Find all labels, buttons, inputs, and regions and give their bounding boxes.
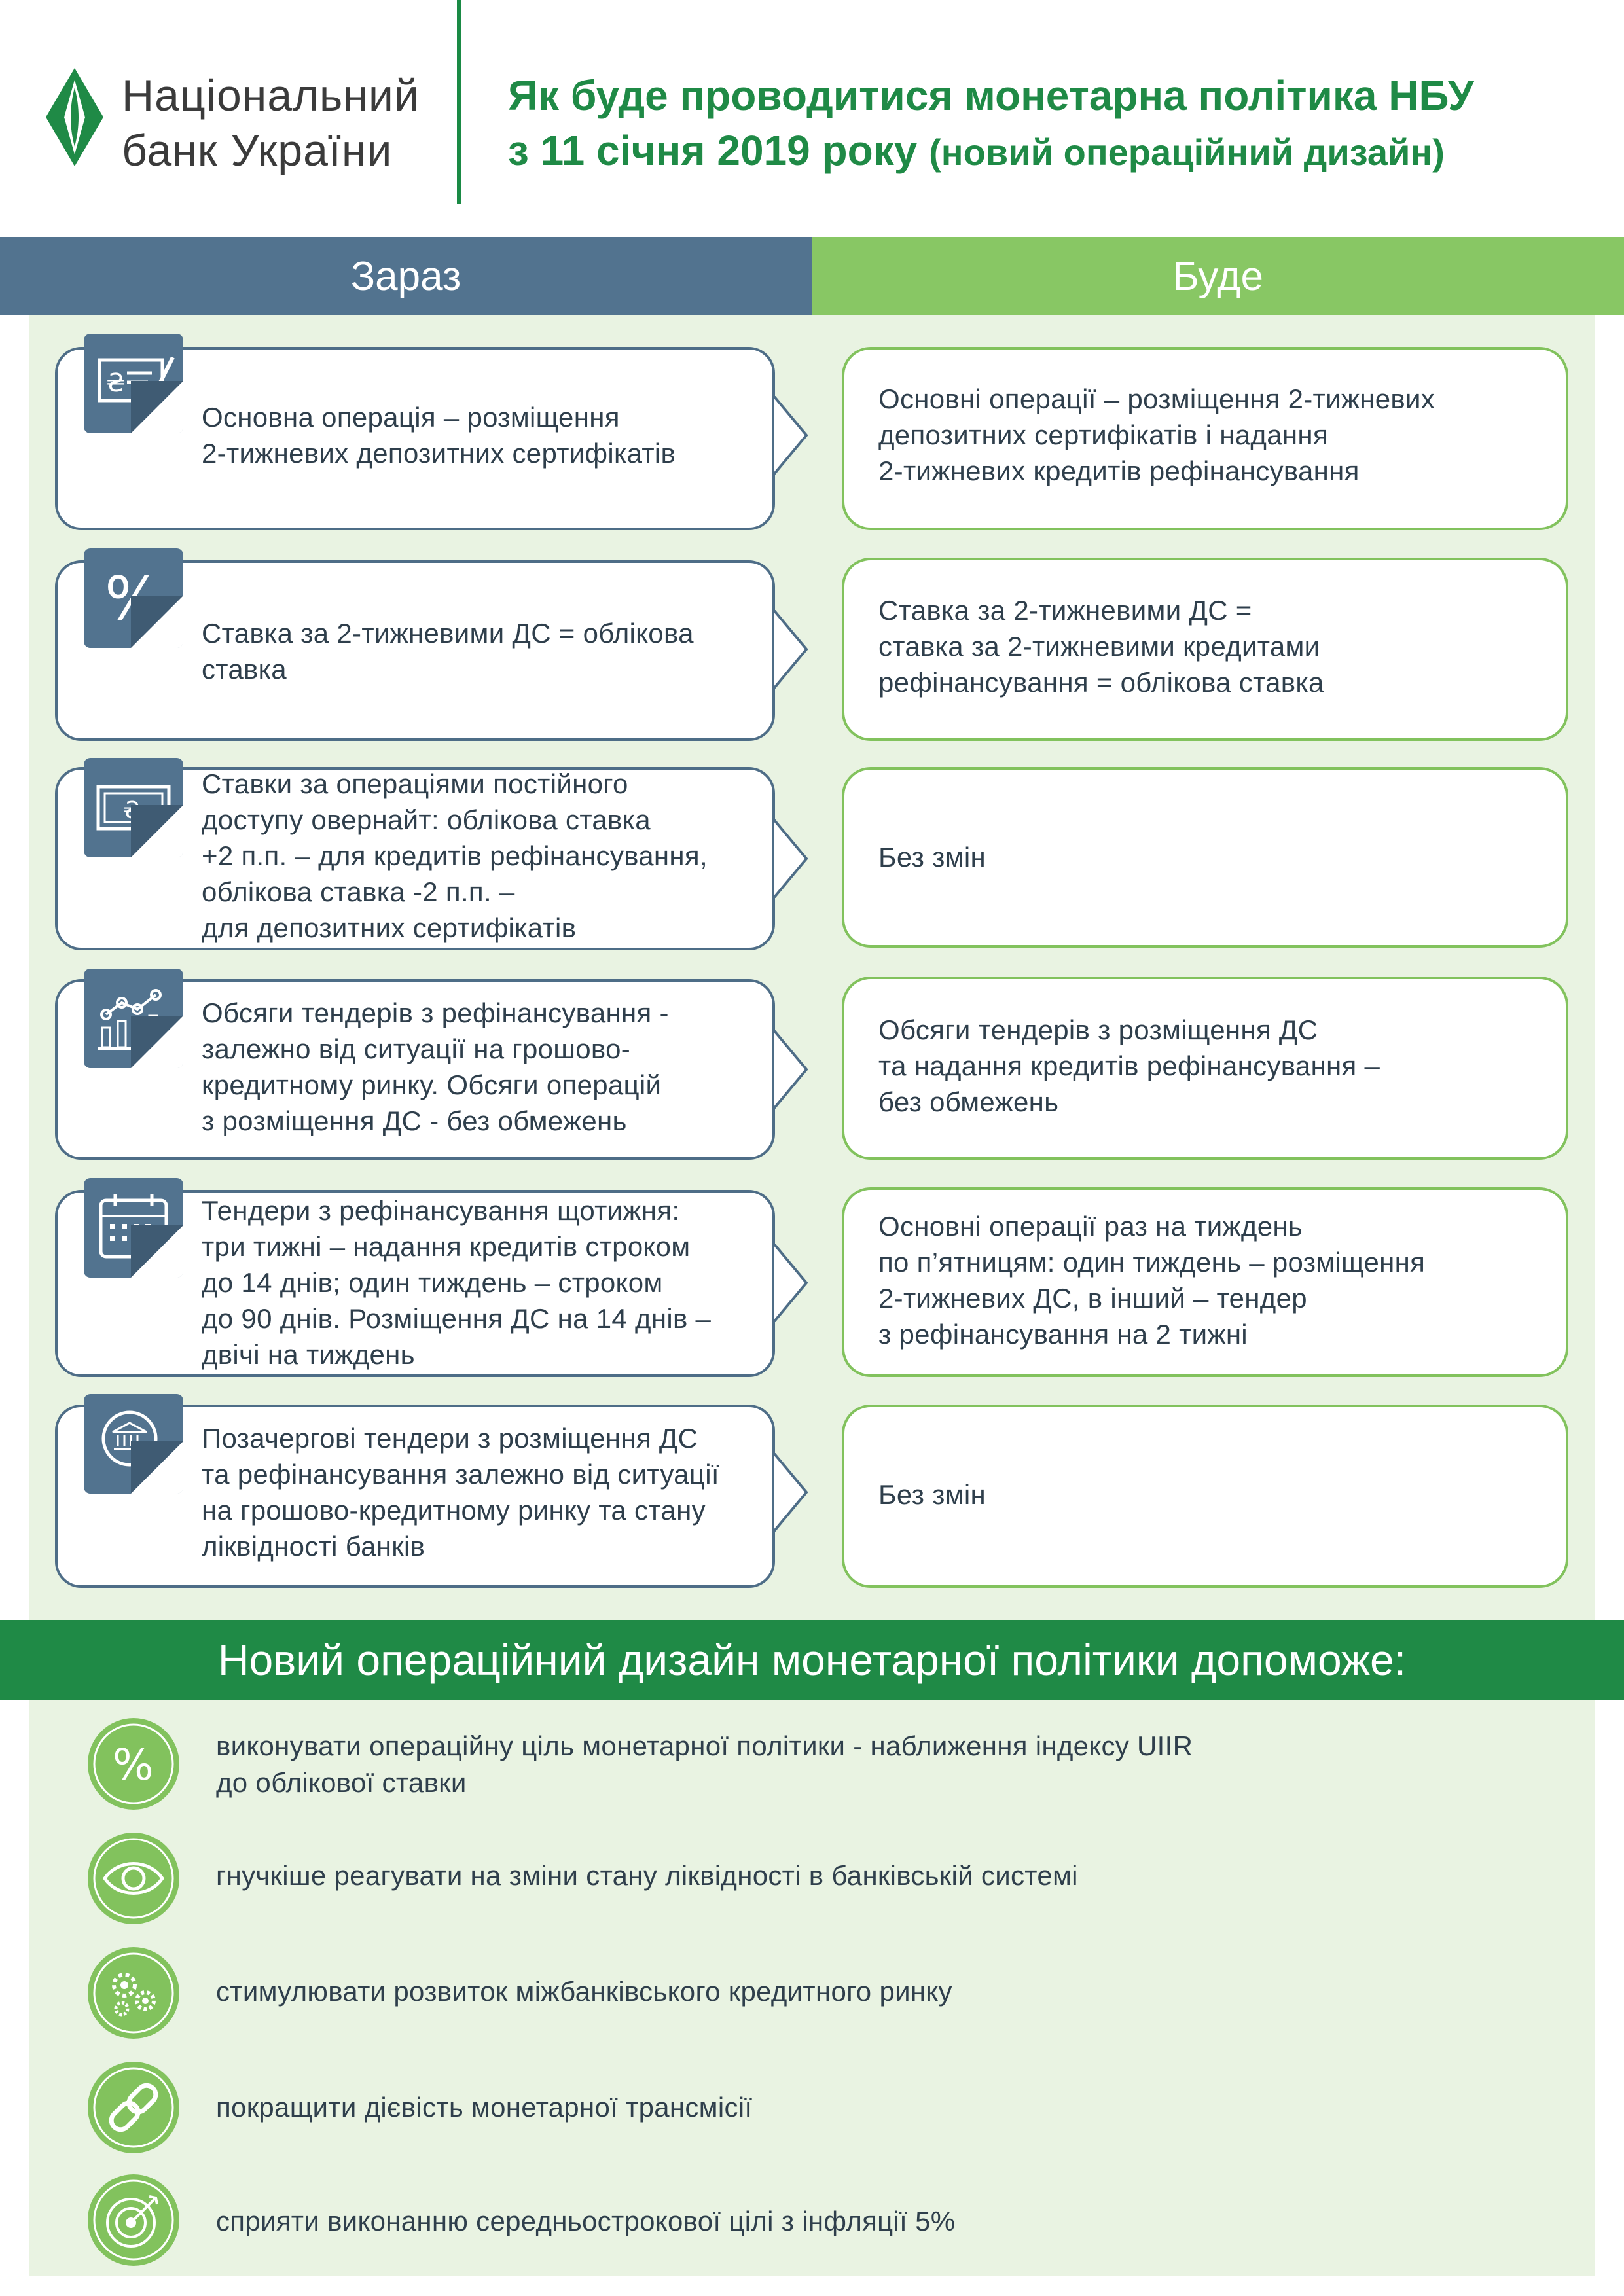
text-line: з рефінансування на 2 тижні: [878, 1319, 1248, 1350]
text-line: Ставки за операціями постійного: [202, 768, 628, 799]
text-line: по п’ятницям: один тиждень – розміщення: [878, 1247, 1426, 1278]
text-line: Ставка за 2-тижневими ДС = облікова: [202, 618, 694, 649]
text-line: 2-тижневих депозитних сертифікатів: [202, 438, 676, 469]
eye-icon: [88, 1833, 179, 1924]
title-subtitle: (новий операційний дизайн): [929, 132, 1445, 173]
text-line: 2-тижневих кредитів рефінансування: [878, 456, 1360, 486]
text-line: Без змін: [878, 842, 986, 872]
gears-icon: [88, 1947, 179, 2039]
title-date: з 11 січня 2019 року: [508, 127, 918, 174]
text-line: без обмежень: [878, 1086, 1059, 1117]
svg-text:₴: ₴: [106, 368, 126, 397]
benefit-text-5: [216, 2203, 1578, 2240]
text-line: Основні операції раз на тиждень: [878, 1211, 1303, 1242]
title-line-2: [508, 123, 1474, 180]
text-line: кредитному ринку. Обсяги операцій: [202, 1069, 662, 1100]
text-line: та рефінансування залежно від ситуації: [202, 1459, 719, 1490]
certificate-icon: [84, 334, 183, 433]
text-line: для депозитних сертифікатів: [202, 912, 577, 943]
text-line: виконувати операційну ціль монетарної політики - наближення індексу UIIR: [216, 1731, 1193, 1761]
logo-text: [122, 68, 420, 178]
benefits-title: Новий операційний дизайн монетарної політики допоможе:: [0, 1620, 1624, 1700]
benefit-text-4: [216, 2089, 1578, 2126]
text-line: з розміщення ДС - без обмежень: [202, 1105, 627, 1136]
text-line: Ставка за 2-тижневими ДС =: [878, 595, 1252, 626]
text-line: Тендери з рефінансування щотижня:: [202, 1195, 680, 1226]
text-line: облікова ставка -2 п.п. –: [202, 876, 515, 907]
logo-line-2: банк України: [122, 126, 393, 175]
percent-icon: [88, 1718, 179, 1810]
title-line-1: Як буде проводитися монетарна політика НБУ: [508, 72, 1474, 119]
text-line: Основна операція – розміщення: [202, 402, 620, 433]
now-text-3: [202, 766, 778, 946]
calendar-icon: [84, 1178, 183, 1278]
chart-icon: [84, 969, 183, 1068]
text-line: 2-тижневих ДС, в інший – тендер: [878, 1283, 1307, 1314]
header-divider: [457, 0, 461, 204]
text-line: залежно від ситуації на грошово-: [202, 1033, 631, 1064]
benefit-text-1: [216, 1728, 1578, 1801]
text-line: стимулювати розвиток міжбанківського кредитного ринку: [216, 1976, 952, 2007]
logo-line-1: Національний: [122, 71, 420, 120]
will-text-4: [878, 1012, 1553, 1120]
target-icon: [88, 2174, 179, 2266]
text-line: Без змін: [878, 1479, 986, 1510]
nbu-logo-icon: [46, 68, 103, 166]
svg-text:%: %: [113, 1740, 154, 1790]
now-text-1: [202, 399, 778, 471]
text-line: Позачергові тендери з розміщення ДС: [202, 1423, 698, 1454]
will-text-5: [878, 1208, 1553, 1352]
benefit-text-3: [216, 1973, 1578, 2010]
text-line: +2 п.п. – для кредитів рефінансування,: [202, 840, 708, 871]
text-line: три тижні – надання кредитів строком: [202, 1231, 691, 1262]
now-text-4: [202, 995, 778, 1139]
text-line: на грошово-кредитному ринку та стану: [202, 1495, 706, 1526]
text-line: ставка: [202, 654, 287, 685]
text-line: гнучкіше реагувати на зміни стану ліквідності в банківській системі: [216, 1860, 1078, 1891]
text-line: та надання кредитів рефінансування –: [878, 1050, 1380, 1081]
svg-text:%: %: [105, 564, 162, 634]
will-text-6: [878, 1477, 1553, 1513]
will-text-2: [878, 592, 1553, 700]
text-line: сприяти виконанню середньострокової цілі з інфляції 5%: [216, 2206, 956, 2236]
banknote-icon: [84, 758, 183, 857]
text-line: двічі на тиждень: [202, 1339, 415, 1370]
text-line: депозитних сертифікатів і надання: [878, 420, 1328, 450]
text-line: доступу овернайт: облікова ставка: [202, 804, 651, 835]
text-line: ліквідності банків: [202, 1531, 425, 1562]
text-line: Обсяги тендерів з рефінансування -: [202, 997, 669, 1028]
text-line: рефінансування = облікова ставка: [878, 667, 1324, 698]
page-title: [508, 68, 1474, 180]
bank-search-icon: [84, 1394, 183, 1494]
text-line: до 14 днів; один тиждень – строком: [202, 1267, 663, 1298]
percent-icon: [84, 548, 183, 648]
now-text-6: [202, 1420, 778, 1564]
column-header-will: Буде: [812, 237, 1624, 315]
text-line: Основні операції – розміщення 2-тижневих: [878, 384, 1435, 414]
text-line: ставка за 2-тижневими кредитами: [878, 631, 1320, 662]
text-line: до облікової ставки: [216, 1767, 467, 1798]
chain-link-icon: [88, 2062, 179, 2153]
now-text-5: [202, 1193, 778, 1372]
column-header-now: Зараз: [0, 237, 812, 315]
now-text-2: [202, 615, 778, 687]
will-text-3: [878, 839, 1553, 875]
text-line: покращити дієвість монетарної трансмісії: [216, 2092, 753, 2123]
svg-text:₴: ₴: [123, 797, 141, 824]
text-line: до 90 днів. Розміщення ДС на 14 днів –: [202, 1303, 712, 1334]
will-text-1: [878, 381, 1553, 489]
benefit-text-2: [216, 1857, 1578, 1894]
text-line: Обсяги тендерів з розміщення ДС: [878, 1014, 1318, 1045]
